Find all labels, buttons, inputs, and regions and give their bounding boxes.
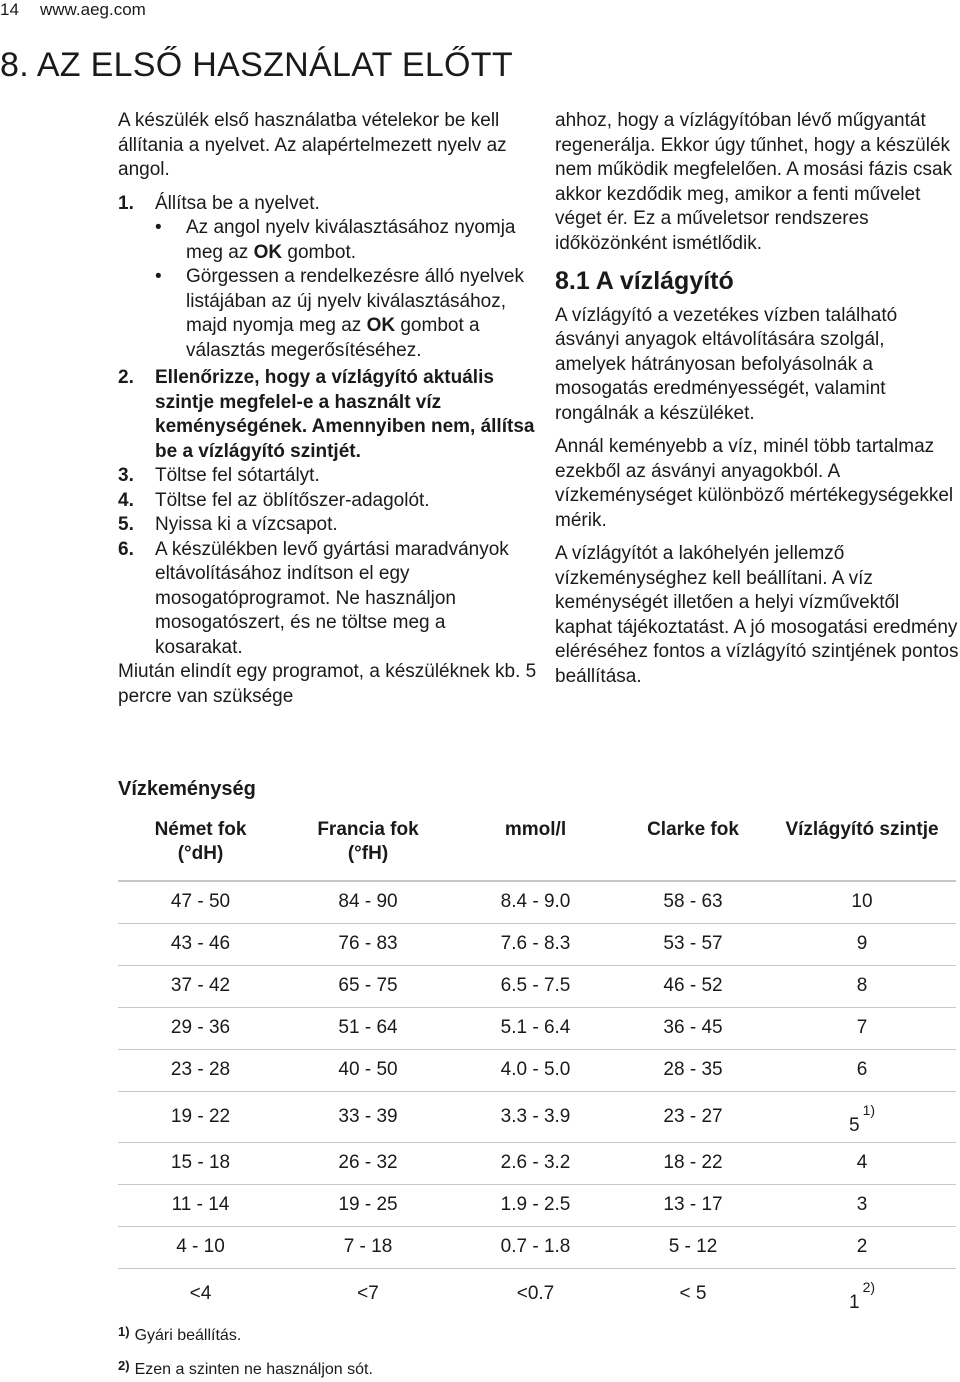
footnote-2 [118,1354,373,1382]
level-value: 1 [848,1292,860,1314]
step-number: 5. [118,514,134,535]
cell-level: 7 [856,1017,868,1038]
cell-fh: 65 - 75 [338,975,398,996]
step-2 [118,366,538,464]
step-text: Ellenőrizze, hogy a vízlágyító aktuális szintje megfelel-e a használt víz keménységének. Amennyiben nem, állítsa be a vízlágyító szintjét. [155,367,535,462]
cell-mmol: 7.6 - 8.3 [500,933,571,954]
cell-level [768,1268,956,1319]
bullet-text-post: gombot. [282,241,357,263]
cell-clarke: 13 - 17 [663,1194,723,1215]
footnote-1 [118,1320,373,1348]
cell-clarke: 18 - 22 [663,1152,723,1173]
step-text: A készülékben levő gyártási maradványok eltávolításához indítson el egy mosogatóprogramot. Ne használjon mosogatószert, és ne töltse meg a kosarakat. [155,538,509,658]
cell-fh: 33 - 39 [338,1105,398,1127]
cell-mmol: 5.1 - 6.4 [500,1017,571,1038]
cell-dh: 15 - 18 [170,1152,231,1173]
site-url: www.aeg.com [40,0,146,19]
step-text: Töltse fel sótartályt. [155,465,320,486]
cell-mmol: 1.9 - 2.5 [500,1194,571,1215]
cell-fh: <7 [357,1282,379,1304]
cell-clarke: 36 - 45 [663,1017,723,1038]
table-row [118,1184,956,1226]
footnote-mark: 2) [118,1358,130,1373]
step-number: 2. [118,367,134,388]
cell-fh: 26 - 32 [338,1152,398,1173]
bullet-english [118,216,538,265]
table-row [118,1007,956,1049]
after-paragraph: Miután elindít egy programot, a készüléknek kb. 5 percre van szüksége [118,661,537,707]
cell-level: 10 [851,891,873,913]
cell-dh: 11 - 14 [171,1194,230,1215]
footnote-mark: 2) [862,1279,876,1296]
table-row [118,881,956,923]
table-row [118,1142,956,1184]
header-clarke: Clarke fok [647,819,739,840]
cell-dh: 43 - 46 [170,933,231,954]
footnotes [118,1320,373,1382]
cell-dh: 4 - 10 [176,1236,225,1257]
cell-dh: <4 [189,1282,212,1304]
cell-dh: 47 - 50 [170,891,231,913]
header-mmol: mmol/l [504,819,567,840]
softener-paragraph-2: Annál keményebb a víz, minél több tartalmaz ezekből az ásványi anyagokból. A vízkeménységet különböző mértékegységekkel mérik. [555,436,954,531]
step-number: 4. [118,489,134,511]
step-number: 3. [118,465,134,486]
section-title: 8.1 A vízlágyító [555,267,734,295]
cell-mmol: <0.7 [516,1282,555,1304]
cell-fh: 19 - 25 [338,1194,398,1215]
step-5 [118,513,538,538]
bullet-dot-icon: • [155,266,162,287]
cell-level: 3 [856,1194,868,1215]
cell-level: 2 [856,1236,868,1257]
cell-mmol: 8.4 - 9.0 [500,891,571,913]
cell-dh: 29 - 36 [170,1017,231,1038]
cell-fh: 51 - 64 [338,1017,398,1038]
page-number: 14 [0,0,19,19]
page-title: 8. AZ ELSŐ HASZNÁLAT ELŐTT [0,46,513,84]
table-title: Vízkeménység [118,778,256,800]
cell-fh: 76 - 83 [338,933,398,954]
footnote-text: Ezen a szinten ne használjon sót. [134,1361,373,1378]
table-row [118,965,956,1007]
step-text: Nyissa ki a vízcsapot. [155,514,338,535]
cell-fh: 40 - 50 [338,1059,398,1080]
softener-paragraph-3: A vízlágyítót a lakóhelyén jellemző vízkeménységhez kell beállítani. A víz keménységét illetően a helyi vízművektől kaphat tájékoztatást. A jó mosogatási eredmény eléréséhez fontos a vízlágyító szintjének pontos beállítása. [555,543,959,687]
bullet-text-pre: Az angol nyelv kiválasztásához nyomja meg az [186,217,516,263]
ok-key-label: OK [253,241,283,263]
step-4 [118,489,538,514]
step-6 [118,538,538,661]
footnote-mark: 1) [862,1102,876,1118]
cell-fh: 7 - 18 [343,1236,393,1257]
step-number: 1. [118,192,134,214]
step-number: 6. [118,538,134,560]
cell-mmol: 0.7 - 1.8 [500,1236,571,1257]
continuation-paragraph: ahhoz, hogy a vízlágyítóban lévő műgyantát regenerálja. Ekkor úgy tűnhet, hogy a készülék nem működik megfelelően. A mosási fázis csak akkor kezdődik meg, amikor a fenti művelet véget ér. Ez a műveletsor rendszeres időközönként ismétlődik. [555,110,953,254]
bullet-text-post: gombot a választás megerősítéséhez. [186,315,480,361]
cell-level: 4 [856,1152,868,1173]
bullet-text-pre: Görgessen a rendelkezésre álló nyelvek listájában az új nyelv kiválasztásához, majd nyomja meg az [186,266,524,336]
cell-clarke: < 5 [679,1282,707,1304]
cell-level [768,1091,956,1142]
cell-fh: 84 - 90 [338,891,398,913]
table-header-row [118,812,956,881]
level-value: 5 [848,1115,860,1136]
footnote-text: Gyári beállítás. [134,1327,242,1344]
left-column [118,109,538,709]
cell-level: 8 [856,975,868,996]
softener-paragraph-1: A vízlágyító a vezetékes vízben található ásványi anyagok eltávolítására szolgál, amelyek hátrányosan befolyásolnák a mosogatás eredményességét, valamint rongálnák a készüléket. [555,304,898,424]
cell-mmol: 4.0 - 5.0 [500,1059,571,1080]
table-row [118,923,956,965]
intro-paragraph: A készülék első használatba vételekor be kell állítania a nyelvet. Az alapértelmezett nyelv az angol. [118,110,507,180]
water-hardness-table [118,812,956,1319]
cell-mmol: 6.5 - 7.5 [500,975,571,996]
header-french-degree: Francia fok (°fH) [317,819,419,864]
step-text: Állítsa be a nyelvet. [155,192,320,214]
cell-clarke: 58 - 63 [663,891,723,913]
cell-clarke: 5 - 12 [668,1236,718,1257]
cell-level: 9 [856,933,868,954]
cell-clarke: 46 - 52 [663,975,723,996]
step-1 [118,192,538,217]
step-3 [118,464,538,489]
header-softener-level: Vízlágyító szintje [785,819,939,840]
cell-clarke: 53 - 57 [663,933,723,954]
bullet-dot-icon: • [155,217,162,238]
cell-dh: 23 - 28 [170,1059,231,1080]
table-row [118,1049,956,1091]
footnote-mark: 1) [118,1324,130,1339]
step-text: Töltse fel az öblítőszer-adagolót. [155,489,430,511]
table-row [118,1091,956,1142]
table-row [118,1268,956,1319]
cell-clarke: 28 - 35 [663,1059,723,1080]
cell-dh: 37 - 42 [170,975,231,996]
cell-mmol: 3.3 - 3.9 [500,1105,571,1127]
bullet-scroll [118,265,538,363]
table-row [118,1226,956,1268]
cell-clarke: 23 - 27 [663,1105,723,1127]
header-german-degree: Német fok (°dH) [154,819,247,864]
cell-level: 6 [856,1059,868,1080]
cell-dh: 19 - 22 [170,1105,231,1127]
cell-mmol: 2.6 - 3.2 [500,1152,571,1173]
ok-key-label: OK [366,315,396,336]
right-column [555,109,960,689]
